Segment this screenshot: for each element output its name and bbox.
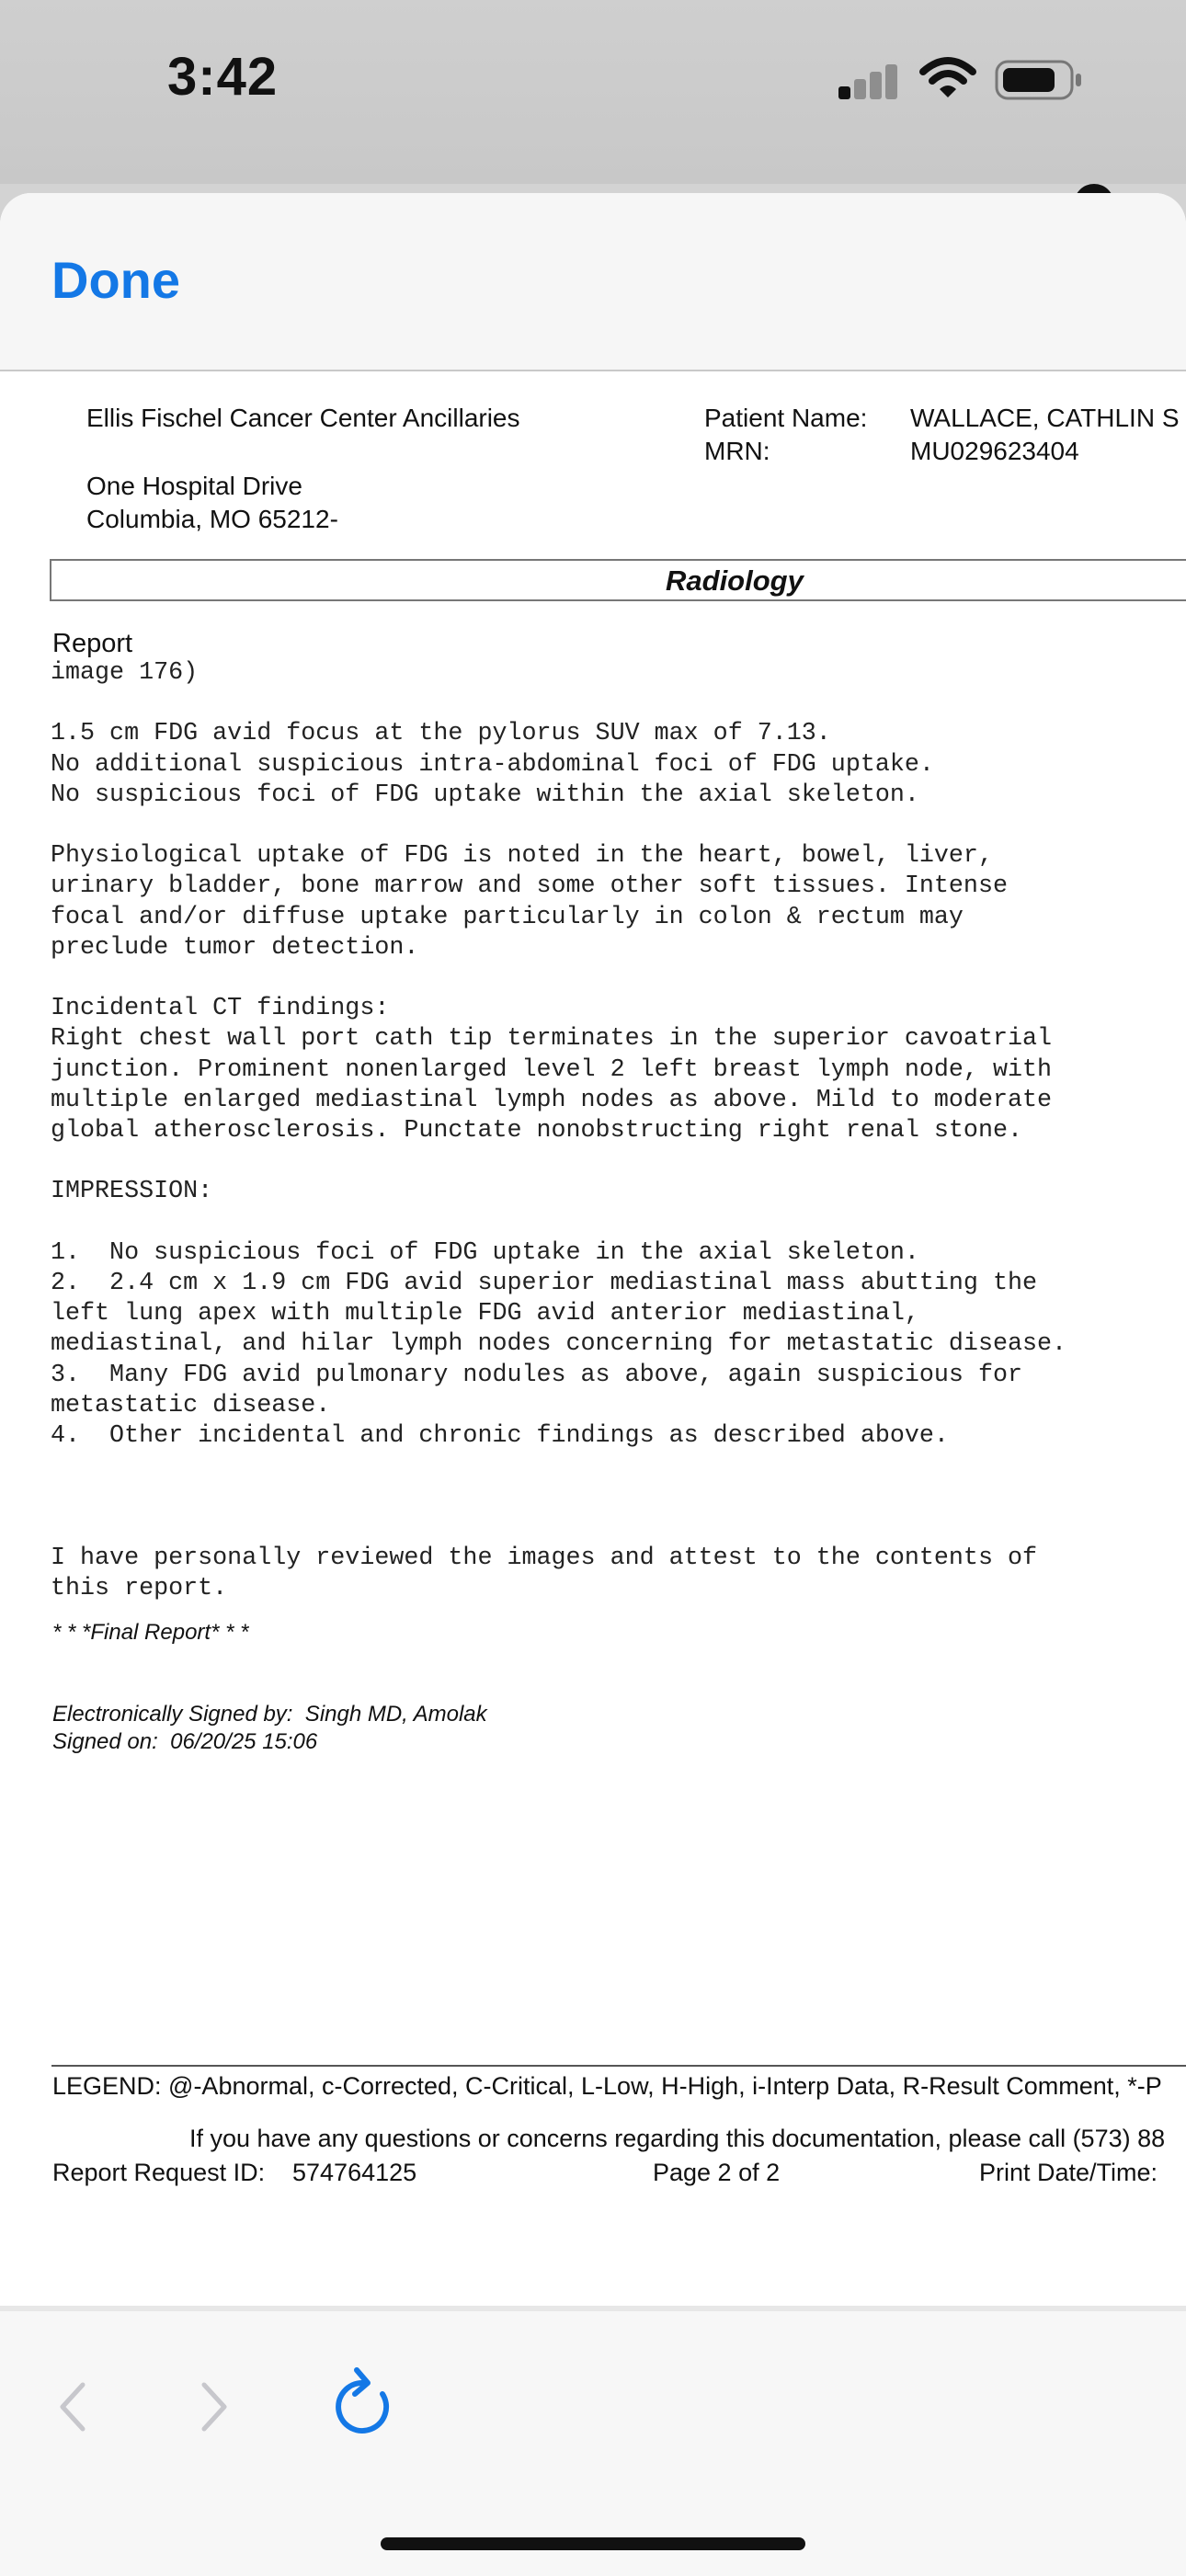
signed-on: Signed on: 06/20/25 15:06	[52, 1729, 318, 1754]
contact-text: If you have any questions or concerns regarding this documentation, please call (573) 88	[189, 2125, 1166, 2152]
status-bar	[0, 0, 1186, 184]
document-viewer[interactable]	[0, 371, 1186, 2495]
print-date-label: Print Date/Time:	[979, 2159, 1158, 2186]
cellular-signal-icon	[838, 63, 894, 99]
signature-block	[52, 1701, 487, 1756]
address-line-1: One Hospital Drive	[86, 472, 302, 500]
status-time: 3:42	[167, 47, 279, 107]
page-indicator: Page 2 of 2	[653, 2159, 781, 2186]
report-label: Report	[52, 629, 133, 658]
chevron-right-icon[interactable]	[195, 2379, 232, 2434]
patient-name: WALLACE, CATHLIN S	[910, 404, 1180, 432]
reload-icon[interactable]	[331, 2363, 405, 2445]
mrn-value: MU029623404	[910, 437, 1079, 465]
section-header-box	[50, 559, 1186, 601]
sheet-header	[0, 193, 1186, 371]
final-report-label: * * *Final Report* * *	[52, 1620, 249, 1645]
mrn-label: MRN:	[704, 437, 770, 465]
signed-by: Electronically Signed by: Singh MD, Amolak	[52, 1702, 487, 1727]
chevron-left-icon[interactable]	[55, 2379, 92, 2434]
patient-name-label: Patient Name:	[704, 404, 868, 432]
wifi-icon	[919, 57, 976, 99]
request-id-label: Report Request ID:	[52, 2159, 266, 2186]
section-title: Radiology	[666, 564, 804, 597]
address-line-2: Columbia, MO 65212-	[86, 505, 338, 533]
legend-text: LEGEND: @-Abnormal, c-Corrected, C-Critical, L-Low, H-High, i-Interp Data, R-Result Comment, *-P	[52, 2072, 1162, 2100]
battery-icon	[995, 59, 1083, 101]
document-sheet	[0, 193, 1186, 2570]
report-body: image 176) 1.5 cm FDG avid focus at the pylorus SUV max of 7.13. No additional suspicious intra-abdominal foci of FDG uptake. No suspicious foci of FDG uptake within the axial skeleton. Physiological uptake of FDG is noted in the heart, bowel, liver, urinary bladder, bone marrow and some other soft tissues. Intense focal and/or diffuse uptake particularly in colon & rectum may preclude tumor detection. Incidental CT findings: Right chest wall port cath tip terminates in the superior cavoatrial junction. Prominent nonenlarged level 2 left breast lymph node, with multiple enlarged mediastinal lymph nodes as above. Mild to moderate global atherosclerosis. Punctate nonobstructing right renal stone. IMPRESSION: 1. No suspicious foci of FDG uptake in the axial skeleton. 2. 2.4 cm x 1.9 cm FDG avid superior mediastinal mass abutting the left lung apex with multiple FDG avid anterior mediastinal, mediastinal, and hilar lymph nodes concerning for metastatic disease. 3. Many FDG avid pulmonary nodules as above, again suspicious for metastatic disease. 4. Other incidental and chronic findings as described above. I have personally reviewed the images and attest to the contents of this report.	[51, 659, 1067, 1603]
bottom-toolbar	[0, 2306, 1186, 2576]
request-id: 574764125	[292, 2159, 417, 2186]
home-indicator[interactable]	[381, 2537, 805, 2550]
done-button[interactable]: Done	[51, 251, 180, 309]
legend-divider	[51, 2065, 1186, 2067]
facility-name: Ellis Fischel Cancer Center Ancillaries	[86, 404, 520, 432]
